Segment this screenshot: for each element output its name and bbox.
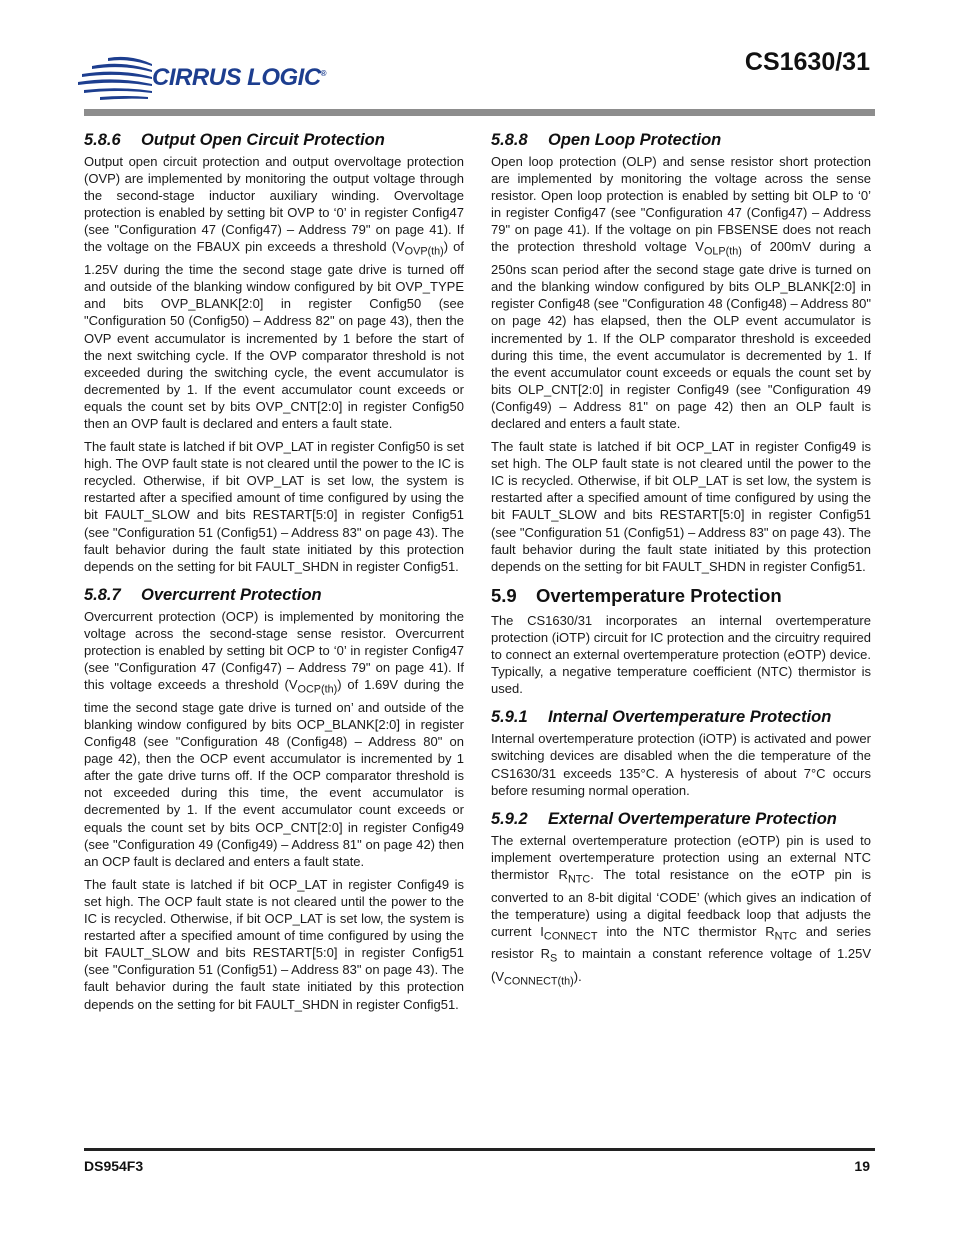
paragraph: The external overtemperature protection (eOTP) pin is used to implement overtemperature protection using an external NTC thermistor $R_{NTC}$. The total resistance on the eOTP pin is converted to an 8-bit digital ‘CODE’ (which gives an indication of the temperature) using a digital feedback loop that adjusts the current $I_{CONNECT}$ into the NTC thermistor $R_{NTC}$ and series resistor $R_S$ to maintain a constant reference voltage of 1.25V $(V_{CONNECT(th)})$. — [491, 832, 871, 988]
paragraph: The fault state is latched if bit OCP_LAT in register Config49 is set high. The OCP fault state is not cleared until the power to the IC is recycled. Otherwise, if bit OCP_LAT is set low, the system is restarted after a specified amount of time configured by using the bit FAULT_SLOW and bits RESTART[5:0] in register Config51 (see "Configuration 51 (Config51) – Address 83" on page 43). The fault behavior during the fault state initiated by this protection depends on the setting for bit FAULT_SHDN in register Config51. — [84, 876, 464, 1012]
paragraph: Open loop protection (OLP) and sense resistor short protection are implemented by monitoring the voltage across the sense resistor. Open loop protection is enabled by setting bit OLP to ‘0’ in register Config47 (see "Configuration 47 (Config47) – Address 79" on page 41). If the voltage on pin FBSENSE does not reach the protection threshold voltage $V_{OLP(th)}$ of 200mV during a 250ns scan period after the second stage gate drive is turned on and the blanking window configured by bits OLP_BLANK[2:0] in register Config48 (see "Configuration 48 (Config48) – Address 80" on page 42) has elapsed, then the OLP event accumulator is incremented by 1. If the OLP comparator threshold is exceeded during this time, the event accumulator is decremented by 1. If the event accumulator count exceeds or equals the count set by bits OLP_CNT[2:0] in register Config49 (see "Configuration 49 (Config49) – Address 81" on page 42) then an OLP fault is declared and enters a fault state. — [491, 154, 871, 431]
paragraph: The fault state is latched if bit OCP_LAT in register Config49 is set high. The OLP fault state is not cleared until the power to the IC is recycled. Otherwise, if bit OLP_LAT is set low, the system is restarted after a specified amount of time configured by using the bit FAULT_SLOW and bits RESTART[5:0] in register Config51 (see "Configuration 51 (Config51) – Address 83" on page 43). The fault behavior during the fault state initiated by this protection depends on the setting for bit FAULT_SHDN in register Config51. — [491, 439, 871, 574]
paragraph: The fault state is latched if bit OVP_LAT in register Config50 is set high. The OVP fault state is not cleared until the power to the IC is recycled. Otherwise, if bit OVP_LAT is set low, the system is restarted after a specified amount of time configured by using the bit FAULT_SLOW and bits RESTART[5:0] in register Config51 (see "Configuration 51 (Config51) – Address 83" on page 43). The fault behavior during the fault state initiated by this protection depends on the setting for bit FAULT_SHDN in register Config51. — [84, 439, 464, 574]
paragraph: Overcurrent protection (OCP) is implemented by monitoring the voltage across the second-stage sense resistor. Overcurrent protection is enabled by setting bit OCP to ‘0’ in register Config47 (see "Configuration 47 (Config47) – Address 79" on page 41). If this voltage exceeds a threshold $(V_{OCP(th)})$ of 1.69V during the time the second stage gate drive is turned on’ and outside of the blanking window configured by bits OCP_BLANK[2:0] in register Config48 (see "Configuration 48 (Config48) – Address 80" on page 42), then the OCP event accumulator is incremented by 1 after the gate drive turns off. If the OCP comparator threshold is not exceeded during this time, the event accumulator is decremented by 1. If the event accumulator count exceeds or equals the count set by bits OCP_CNT[2:0] in register Config49 (see "Configuration 49 (Config49) – Address 81" on page 42) then an OCP fault is declared and enters a fault state. — [84, 608, 464, 869]
footer-divider — [84, 1148, 875, 1151]
company-logo — [78, 54, 338, 104]
cirrus-swoosh-icon — [78, 54, 158, 104]
logo-wordmark: CIRRUS LOGIC® — [152, 64, 327, 91]
section-heading-5-9: 5.9 Overtemperature Protection — [491, 584, 782, 606]
paragraph: The CS1630/31 incorporates an internal overtemperature protection (iOTP) circuit for IC protection and the circuitry required to connect an external overtemperature protection (eOTP) device. Typically, a negative temperature coefficient (NTC) thermistor is used. — [491, 612, 871, 697]
document-id: CS1630/31 — [744, 48, 870, 76]
section-heading-5-8-7: 5.8.7 Overcurrent Protection — [84, 585, 322, 604]
footer-doc-number: DS954F3 — [84, 1158, 144, 1174]
section-heading-5-8-6: 5.8.6 Output Open Circuit Protection — [84, 131, 385, 149]
page-number: 19 — [854, 1158, 870, 1174]
paragraph: Internal overtemperature protection (iOTP) is activated and power switching devices are disabled when the die temperature of the CS1630/31 exceeds 135°C. A hysteresis of about 7°C occurs before resuming normal operation. — [491, 731, 871, 798]
section-heading-5-9-1: 5.9.1 Internal Overtemperature Protection — [491, 708, 832, 727]
header-divider — [84, 109, 875, 116]
left-column — [84, 130, 464, 1019]
section-heading-5-9-2: 5.9.2 External Overtemperature Protection — [491, 809, 837, 828]
right-column — [491, 130, 871, 997]
paragraph: Output open circuit protection and output overvoltage protection (OVP) are implemented by monitoring the output voltage through the second-stage inductor auxiliary winding. Overvoltage protection is enabled by setting bit OVP to ‘0’ in register Config47 (see "Configuration 47 (Config47) – Address 79" on page 41). If the voltage on the FBAUX pin exceeds a threshold $(V_{OVP(th)})$ of 1.25V during the time the second stage gate drive is turned off and outside of the blanking window configured by bit OVP_TYPE and bits OVP_BLANK[2:0] in register Config50 (see "Configuration 50 (Config50) – Address 82" on page 43), then the OVP event accumulator is incremented by 1 before the start of the next switching cycle. If the OVP comparator threshold is not exceeded during the switching cycle, the event accumulator is decremented by 1. If the event accumulator count exceeds or equals the count set by bits OVP_CNT[2:0] in register Config50 then an OVP fault is declared and enters a fault state. — [84, 154, 464, 431]
section-heading-5-8-8: 5.8.8 Open Loop Protection — [491, 131, 722, 149]
